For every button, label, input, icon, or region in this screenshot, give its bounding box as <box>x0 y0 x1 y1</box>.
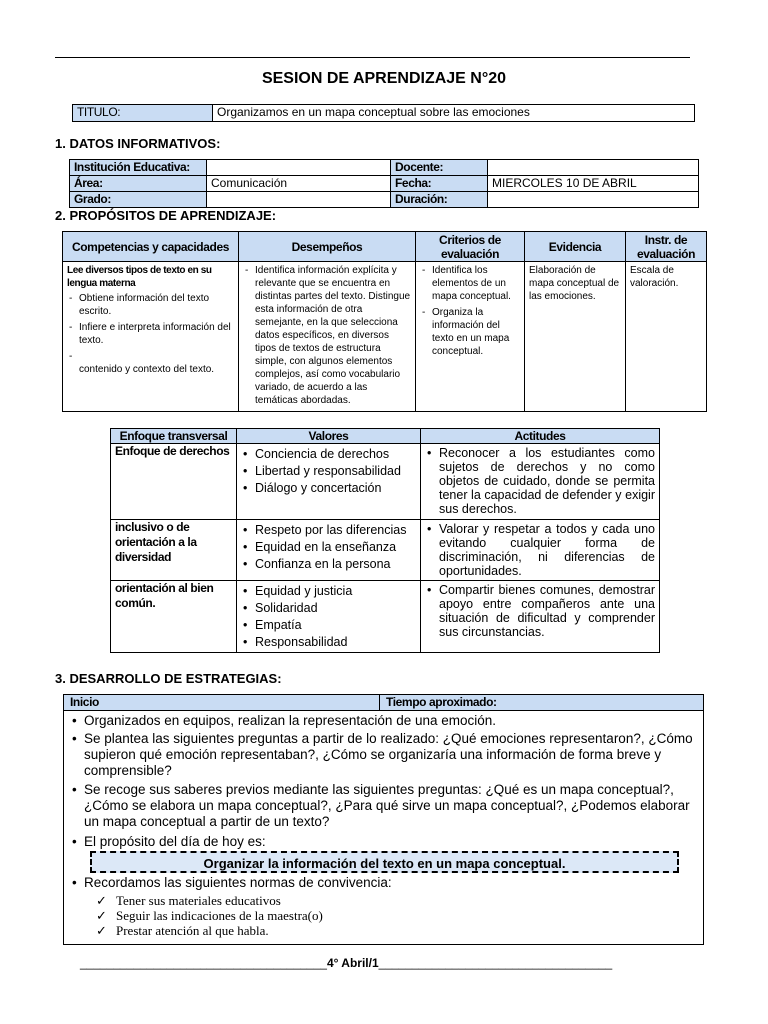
inicio-header <box>64 695 703 711</box>
criterio-item: - Identifica los elementos de un mapa conceptual. <box>420 264 520 303</box>
header-enfoque: Enfoque transversal <box>111 429 237 444</box>
valor-item: • Equidad en la enseñanza <box>241 539 416 556</box>
footer-right-line: ___________________________________ <box>378 956 613 970</box>
area-label: Área: <box>70 176 207 192</box>
inicio-item: • Se plantea las siguientes preguntas a partir de lo realizado: ¿Qué emociones representaron?, ¿Cómo supieron qué emoción representaban?, ¿Cómo se organizaría una información de forma breve y comprensible? <box>70 731 697 779</box>
header-criterios: Criterios de evaluación <box>416 232 525 262</box>
institucion-value <box>207 160 391 176</box>
inicio-item: • Se recoge sus saberes previos mediante las siguientes preguntas: ¿Qué es un mapa conceptual?, ¿Cómo se elabora un mapa conceptual?, ¿Para qué sirve un mapa conceptual?, ¿Podemos elaborar un mapa conceptual a partir de un texto? <box>70 782 697 830</box>
norma-item <box>94 923 703 938</box>
actitud-text: • Reconocer a los estudiantes como sujetos de derechos y no como objetos de cuidado, donde se permita tener la capacidad de defender y exigir sus derechos. <box>425 446 655 516</box>
docente-label: Docente: <box>391 160 488 176</box>
tiempo-label: Tiempo aproximado: <box>386 695 497 709</box>
inicio-label: Inicio <box>64 695 380 710</box>
valor-item: • Respeto por las diferencias <box>241 522 416 539</box>
duracion-label: Duración: <box>391 192 488 208</box>
header-desempenos: Desempeños <box>239 232 416 262</box>
titulo-table <box>72 104 695 122</box>
valor-item: • Conciencia de derechos <box>241 446 416 463</box>
enfoque-row <box>111 581 660 653</box>
enfoque-name: Enfoque de derechos <box>111 444 237 520</box>
fecha-value: MIERCOLES 10 DE ABRIL <box>488 176 699 192</box>
evidencia-cell: Elaboración de mapa conceptual de las emociones. <box>525 262 626 412</box>
competencia-title: Lee diversos tipos de texto en su lengua materna <box>67 265 212 289</box>
propositos-heading: 2. PROPÓSITOS DE APRENDIZAJE: <box>55 208 277 223</box>
checkmark-icon: ✓ <box>96 893 107 908</box>
capacidad-item: - Infiere e interpreta información del texto. <box>67 321 234 347</box>
desempenos-cell <box>239 262 416 412</box>
institucion-label: Institución Educativa: <box>70 160 207 176</box>
criterios-cell <box>416 262 525 412</box>
capacidad-item: - Obtiene información del texto escrito. <box>67 292 234 318</box>
checkmark-icon: ✓ <box>96 923 107 938</box>
titulo-value: Organizamos en un mapa conceptual sobre las emociones <box>213 105 695 122</box>
enfoque-name: inclusivo o de orientación a la diversidad <box>111 520 237 581</box>
capacidad-item-empty <box>67 350 234 363</box>
capacidad-extra: contenido y contexto del texto. <box>79 364 215 375</box>
valor-item: • Libertad y responsabilidad <box>241 463 416 480</box>
footer-page-label: 4° Abril/1 <box>326 956 379 970</box>
header-evidencia: Evidencia <box>525 232 626 262</box>
valor-item: • Confianza en la persona <box>241 556 416 573</box>
norma-text: Tener sus materiales educativos <box>116 893 281 908</box>
desempeno-text: - Identifica información explícita y relevante que se encuentra en distintas partes del texto. Distingue esta información de otra semejante, en la que selecciona datos específicos, en diversos tipos de textos de estructura simple, con algunos elementos complejos, así como vocabulario variado, de acuerdo a las temáticas abordadas. <box>243 264 411 407</box>
duracion-value <box>488 192 699 208</box>
header-instrumento: Instr. de evaluación <box>626 232 707 262</box>
instrumento-cell: Escala de valoración. <box>626 262 707 412</box>
valor-item: • Equidad y justicia <box>241 583 416 600</box>
criterio-item: - Organiza la información del texto en un mapa conceptual. <box>420 306 520 358</box>
page-title: SESION DE APRENDIZAJE N°20 <box>261 70 507 87</box>
enfoques-table <box>110 428 660 653</box>
desarrollo-heading: 3. DESARROLLO DE ESTRATEGIAS: <box>55 671 282 686</box>
actitud-text: • Compartir bienes comunes, demostrar apoyo entre compañeros ante una situación de dificultad y comprender sus circunstancias. <box>425 583 655 639</box>
footer <box>80 956 612 970</box>
grado-label: Grado: <box>70 192 207 208</box>
valor-item: • Solidaridad <box>241 600 416 617</box>
footer-left-line: _____________________________________ <box>80 956 327 970</box>
norma-item <box>94 893 703 908</box>
actitud-text: • Valorar y respetar a todos y cada uno evitando cualquier forma de discriminación, ni diferencias de oportunidades. <box>425 522 655 578</box>
fecha-label: Fecha: <box>391 176 488 192</box>
inicio-item: • Organizados en equipos, realizan la representación de una emoción. <box>70 712 697 729</box>
valor-item: • Responsabilidad <box>241 634 416 651</box>
grado-value <box>207 192 391 208</box>
proposito-box: Organizar la información del texto en un mapa conceptual. <box>90 851 679 873</box>
header-valores: Valores <box>237 429 421 444</box>
desarrollo-box <box>63 694 704 945</box>
header-actitudes: Actitudes <box>421 429 660 444</box>
datos-table <box>69 159 699 208</box>
norma-item <box>94 908 703 923</box>
titulo-label: TITULO: <box>73 105 213 122</box>
area-value: Comunicación <box>207 176 391 192</box>
norma-text: Prestar atención al que habla. <box>116 923 269 938</box>
norma-text: Seguir las indicaciones de la maestra(o) <box>116 908 323 923</box>
datos-heading: 1. DATOS INFORMATIVOS: <box>55 136 221 151</box>
enfoque-name: orientación al bien común. <box>111 581 237 653</box>
normas-intro: • Recordamos las siguientes normas de convivencia: <box>70 874 697 891</box>
top-rule <box>55 57 690 58</box>
valor-item: • Diálogo y concertación <box>241 480 416 497</box>
checkmark-icon: ✓ <box>96 908 107 923</box>
enfoque-row <box>111 520 660 581</box>
valor-item: • Empatía <box>241 617 416 634</box>
propositos-table <box>62 231 707 412</box>
header-competencias: Competencias y capacidades <box>63 232 239 262</box>
docente-value <box>488 160 699 176</box>
enfoque-row <box>111 444 660 520</box>
competencias-cell <box>63 262 239 412</box>
inicio-item: • El propósito del día de hoy es: <box>70 833 697 850</box>
